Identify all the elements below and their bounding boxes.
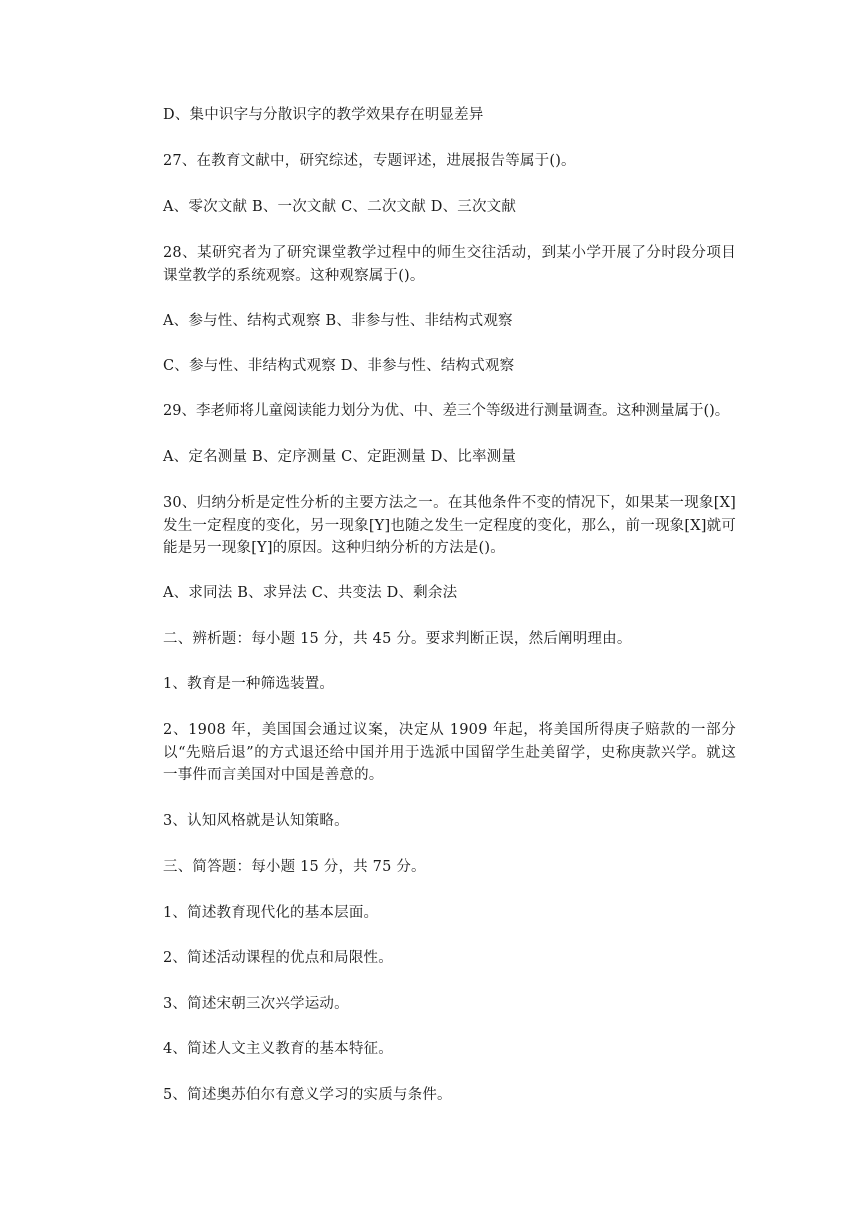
options-q27: A、零次文献 B、一次文献 C、二次文献 D、三次文献: [163, 199, 517, 215]
options-q28-cd: C、参与性、非结构式观察 D、非参与性、结构式观察: [163, 358, 515, 374]
discrimination-item-1: 1、教育是一种筛选装置。: [163, 676, 335, 692]
short-answer-item-4: 4、简述人文主义教育的基本特征。: [163, 1041, 393, 1057]
discrimination-item-3: 3、认知风格就是认知策略。: [163, 813, 349, 829]
short-answer-item-3: 3、简述宋朝三次兴学运动。: [163, 996, 349, 1012]
question-27: 27、在教育文献中，研究综述，专题评述，进展报告等属于()。: [163, 153, 576, 169]
question-29: 29、李老师将儿童阅读能力划分为优、中、差三个等级进行测量调查。这种测量属于()。: [163, 403, 730, 419]
section-heading-short-answer: 三、简答题：每小题 15 分，共 75 分。: [163, 859, 426, 875]
question-28: 28、某研究者为了研究课堂教学过程中的师生交往活动，到某小学开展了分时段分项目课堂教学的系统观察。这种观察属于()。: [163, 245, 736, 284]
option-line-q26-d: D、集中识字与分散识字的教学效果存在明显差异: [163, 107, 484, 123]
options-q28-ab: A、参与性、结构式观察 B、非参与性、非结构式观察: [163, 313, 513, 329]
discrimination-item-2: 2、1908 年，美国国会通过议案，决定从 1909 年起，将美国所得庚子赔款的一部分以“先赔后退”的方式退还给中国并用于选派中国留学生赴美留学，史称庚款兴学。就这一事件而言美国对中国是善意的。: [163, 722, 736, 783]
short-answer-item-2: 2、简述活动课程的优点和局限性。: [163, 950, 393, 966]
options-q29: A、定名测量 B、定序测量 C、定距测量 D、比率测量: [163, 449, 517, 465]
options-q30: A、求同法 B、求异法 C、共变法 D、剩余法: [163, 585, 458, 601]
short-answer-item-5: 5、简述奥苏伯尔有意义学习的实质与条件。: [163, 1087, 452, 1103]
short-answer-item-1: 1、简述教育现代化的基本层面。: [163, 905, 379, 921]
section-heading-discrimination: 二、辨析题：每小题 15 分，共 45 分。要求判断正误，然后阐明理由。: [163, 631, 632, 647]
question-30: 30、归纳分析是定性分析的主要方法之一。在其他条件不变的情况下，如果某一现象[X]发生一定程度的变化，另一现象[Y]也随之发生一定程度的变化，那么，前一现象[X]就可能是另一现象[Y]的原因。这种归纳分析的方法是()。: [163, 495, 736, 556]
